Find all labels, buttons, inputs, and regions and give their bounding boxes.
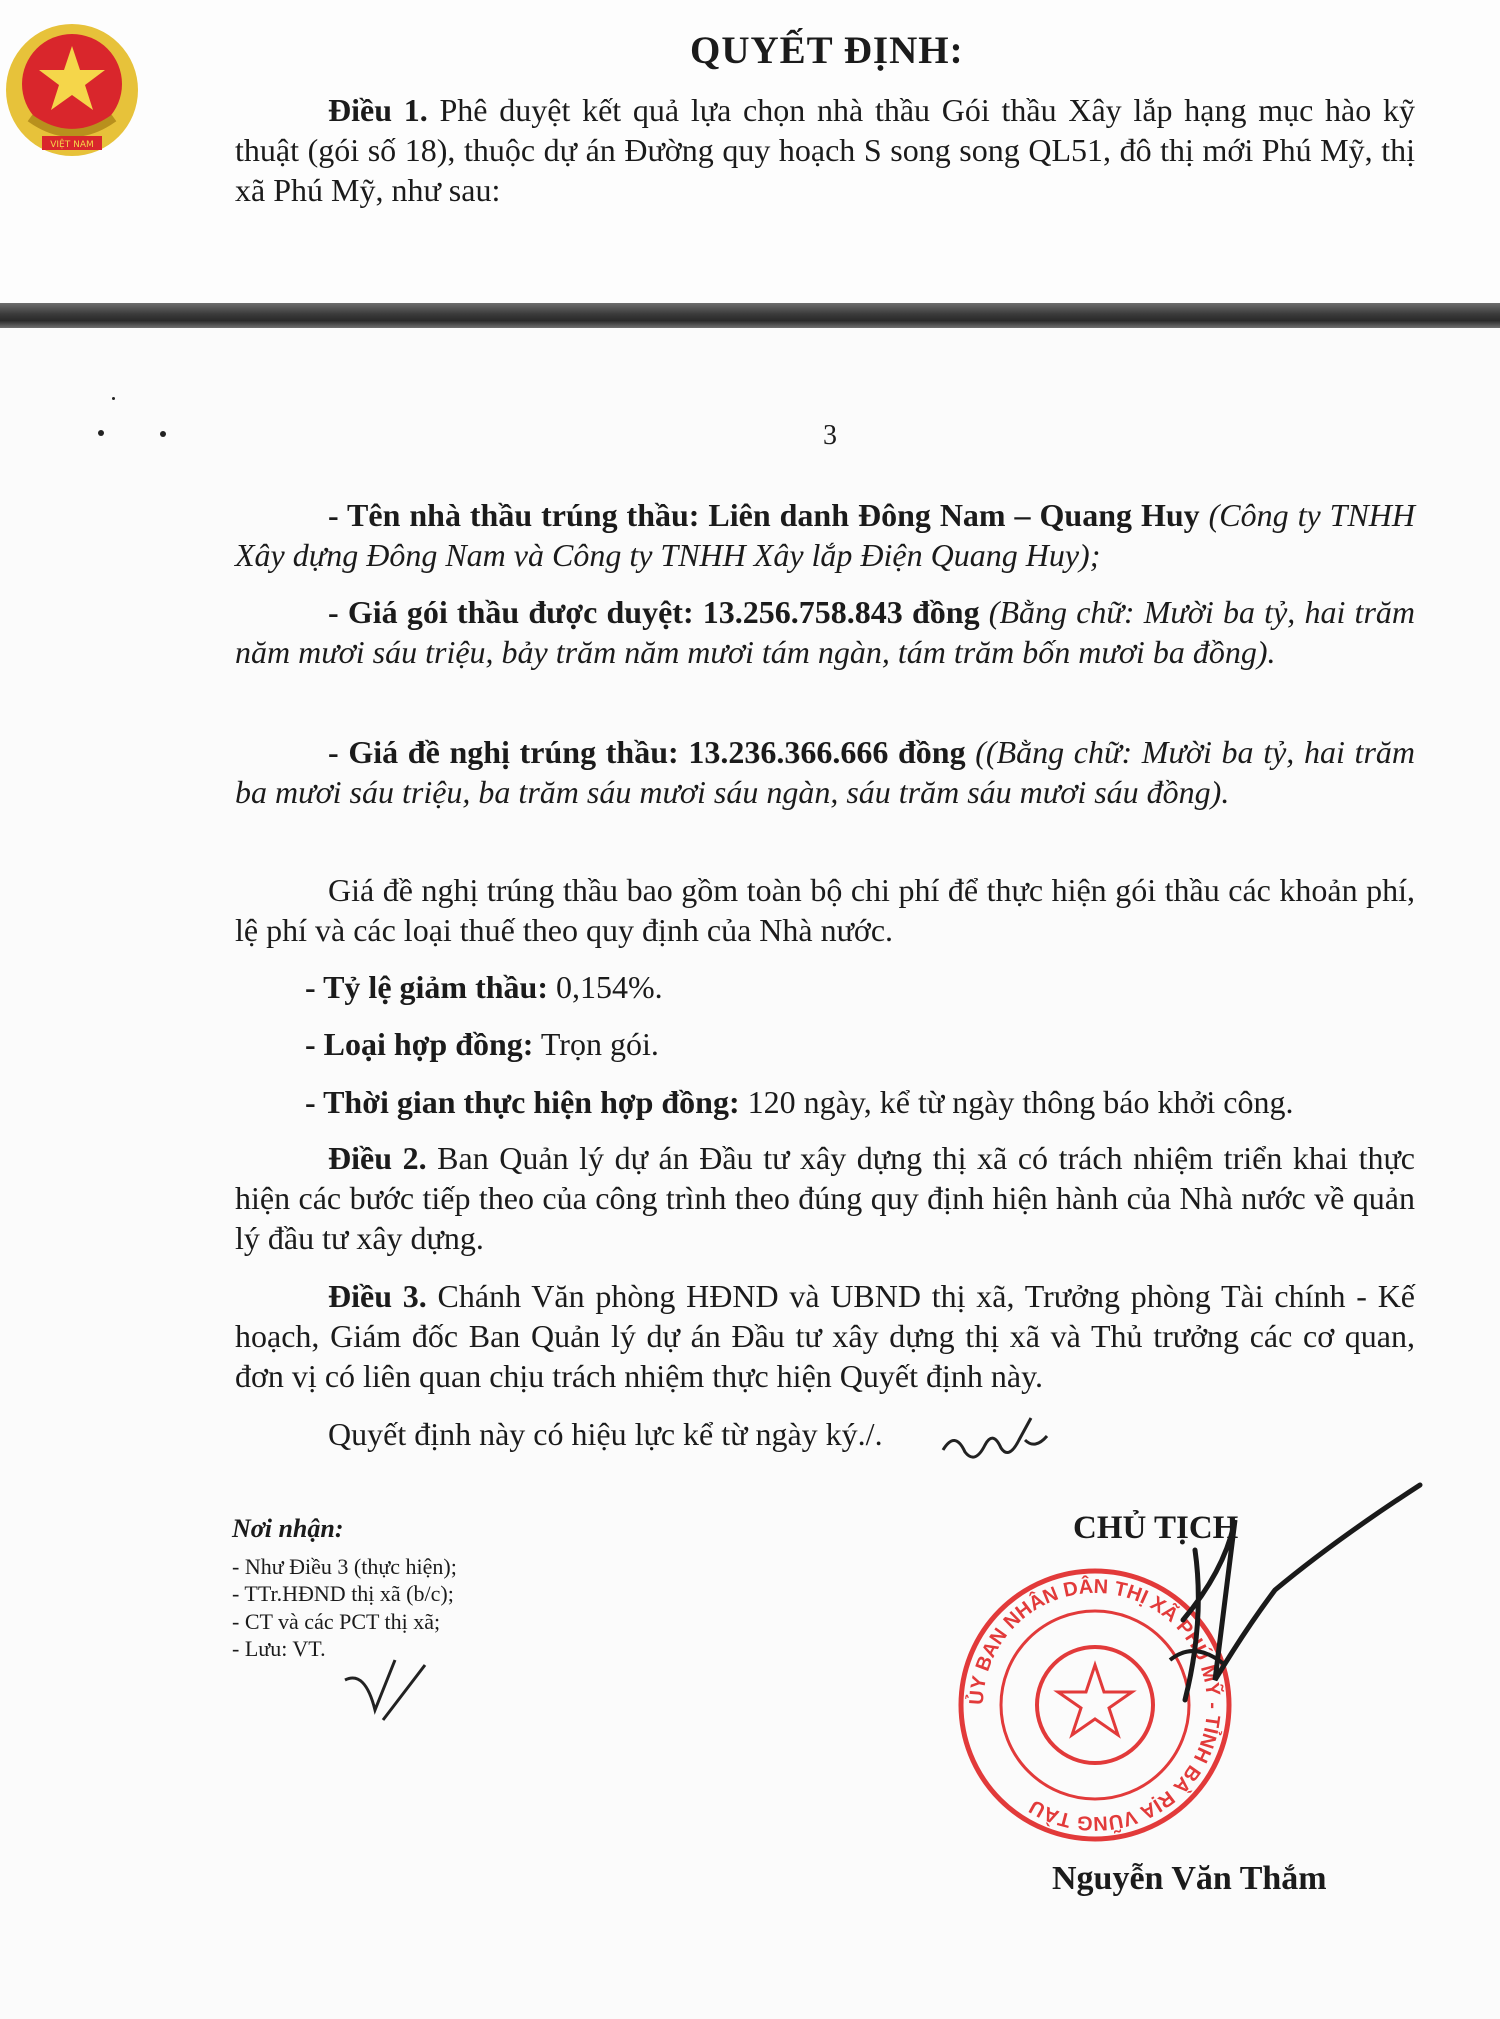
approved-price-detail: (Bằng chữ: Mười ba tỷ, hai trăm năm mươi sáu triệu, bảy trăm năm mươi tám ngàn, tám trăm bốn mươi ba đồng).: [235, 594, 1416, 670]
article-3-text: Chánh Văn phòng HĐND và UBND thị xã, Trưởng phòng Tài chính - Kế hoạch, Giám đốc Ban Quản lý dự án Đầu tư xây dựng thị xã và Thủ trưởng các cơ quan, đơn vị có liên quan chịu trách nhiệm thực hiện Quyết định này.: [235, 1278, 1416, 1394]
duration-line: [305, 1082, 1415, 1122]
duration-value: 120 ngày, kể từ ngày thông báo khởi công.: [739, 1084, 1294, 1120]
scan-speck: [98, 430, 104, 436]
contract-type-value: Trọn gói.: [533, 1026, 659, 1062]
page-separator: [0, 303, 1500, 328]
includes-paragraph: Giá đề nghị trúng thầu bao gồm toàn bộ chi phí để thực hiện gói thầu các khoản phí, lệ phí và các loại thuế theo quy định của Nhà nước.: [235, 872, 1415, 948]
effective-paragraph: Quyết định này có hiệu lực kể từ ngày ký./.: [328, 1416, 883, 1452]
discount-value: 0,154%.: [547, 969, 663, 1005]
handwritten-initial-icon: [935, 1410, 1055, 1470]
article-2-text: Ban Quản lý dự án Đầu tư xây dựng thị xã có trách nhiệm triển khai thực hiện các bước tiếp theo của công trình theo đúng quy định hiện hành của Nhà nước về quản lý đầu tư xây dựng.: [235, 1140, 1416, 1256]
contractor-detail: (Công ty TNHH Xây dựng Đông Nam và Công ty TNHH Xây lắp Điện Quang Huy);: [235, 497, 1416, 573]
proposed-price-paragraph: [235, 732, 1415, 812]
signer-position: CHỦ TỊCH: [1073, 1510, 1239, 1546]
article-2-label: Điều 2.: [328, 1140, 427, 1176]
handwritten-initial-icon: [335, 1650, 435, 1730]
recipients-title: Nơi nhận:: [232, 1514, 344, 1543]
seal-text: ỦY BAN NHÂN DÂN THỊ XÃ PHÚ MỸ - TỈNH BÀ RỊA VŨNG TÀU: [965, 1575, 1225, 1835]
recipient-item: - TTr.HĐND thị xã (b/c);: [232, 1581, 454, 1606]
decision-title: QUYẾT ĐỊNH:: [690, 29, 964, 72]
discount-label: - Tỷ lệ giảm thầu:: [305, 969, 548, 1005]
proposed-price-label: - Giá đề nghị trúng thầu: 13.236.366.666 đồng: [328, 734, 966, 770]
recipient-item: - CT và các PCT thị xã;: [232, 1608, 441, 1634]
duration-label: - Thời gian thực hiện hợp đồng:: [305, 1084, 740, 1120]
discount-line: [305, 967, 1415, 1007]
proposed-price-detail: ((Bằng chữ: Mười ba tỷ, hai trăm ba mươi sáu triệu, ba trăm sáu mươi sáu ngàn, sáu trăm sáu mươi sáu đồng).: [235, 734, 1416, 810]
national-emblem-icon: [0, 18, 148, 163]
scan-speck: [112, 397, 115, 400]
article-3-paragraph: [235, 1276, 1415, 1396]
approved-price-label: - Giá gói thầu được duyệt: 13.256.758.843 đồng: [328, 594, 980, 630]
article-1-label: Điều 1.: [328, 92, 428, 128]
contract-type-line: [305, 1024, 1415, 1064]
handwritten-signature-icon: [1075, 1480, 1435, 1740]
article-3-label: Điều 3.: [328, 1278, 427, 1314]
contractor-paragraph: [235, 495, 1415, 575]
article-1-paragraph: [235, 90, 1415, 210]
previous-page-excerpt: [0, 0, 1500, 303]
emblem-ribbon-text: VIỆT NAM: [50, 140, 94, 150]
article-2-paragraph: [235, 1138, 1415, 1258]
contractor-label: - Tên nhà thầu trúng thầu: Liên danh Đông Nam – Quang Huy: [328, 497, 1200, 533]
recipient-item: - Lưu: VT.: [232, 1636, 326, 1661]
approved-price-paragraph: [235, 592, 1415, 672]
page-number: 3: [823, 420, 837, 451]
article-1-text: Phê duyệt kết quả lựa chọn nhà thầu Gói thầu Xây lắp hạng mục hào kỹ thuật (gói số 18), thuộc dự án Đường quy hoạch S song song QL51, đô thị mới Phú Mỹ, thị xã Phú Mỹ, như sau:: [235, 92, 1416, 208]
signer-name: Nguyễn Văn Thắm: [1052, 1860, 1327, 1897]
recipient-item: - Như Điều 3 (thực hiện);: [232, 1553, 457, 1579]
contract-type-label: - Loại hợp đồng:: [305, 1026, 534, 1062]
scan-speck: [160, 431, 166, 437]
recipients-block: [232, 1515, 457, 1663]
